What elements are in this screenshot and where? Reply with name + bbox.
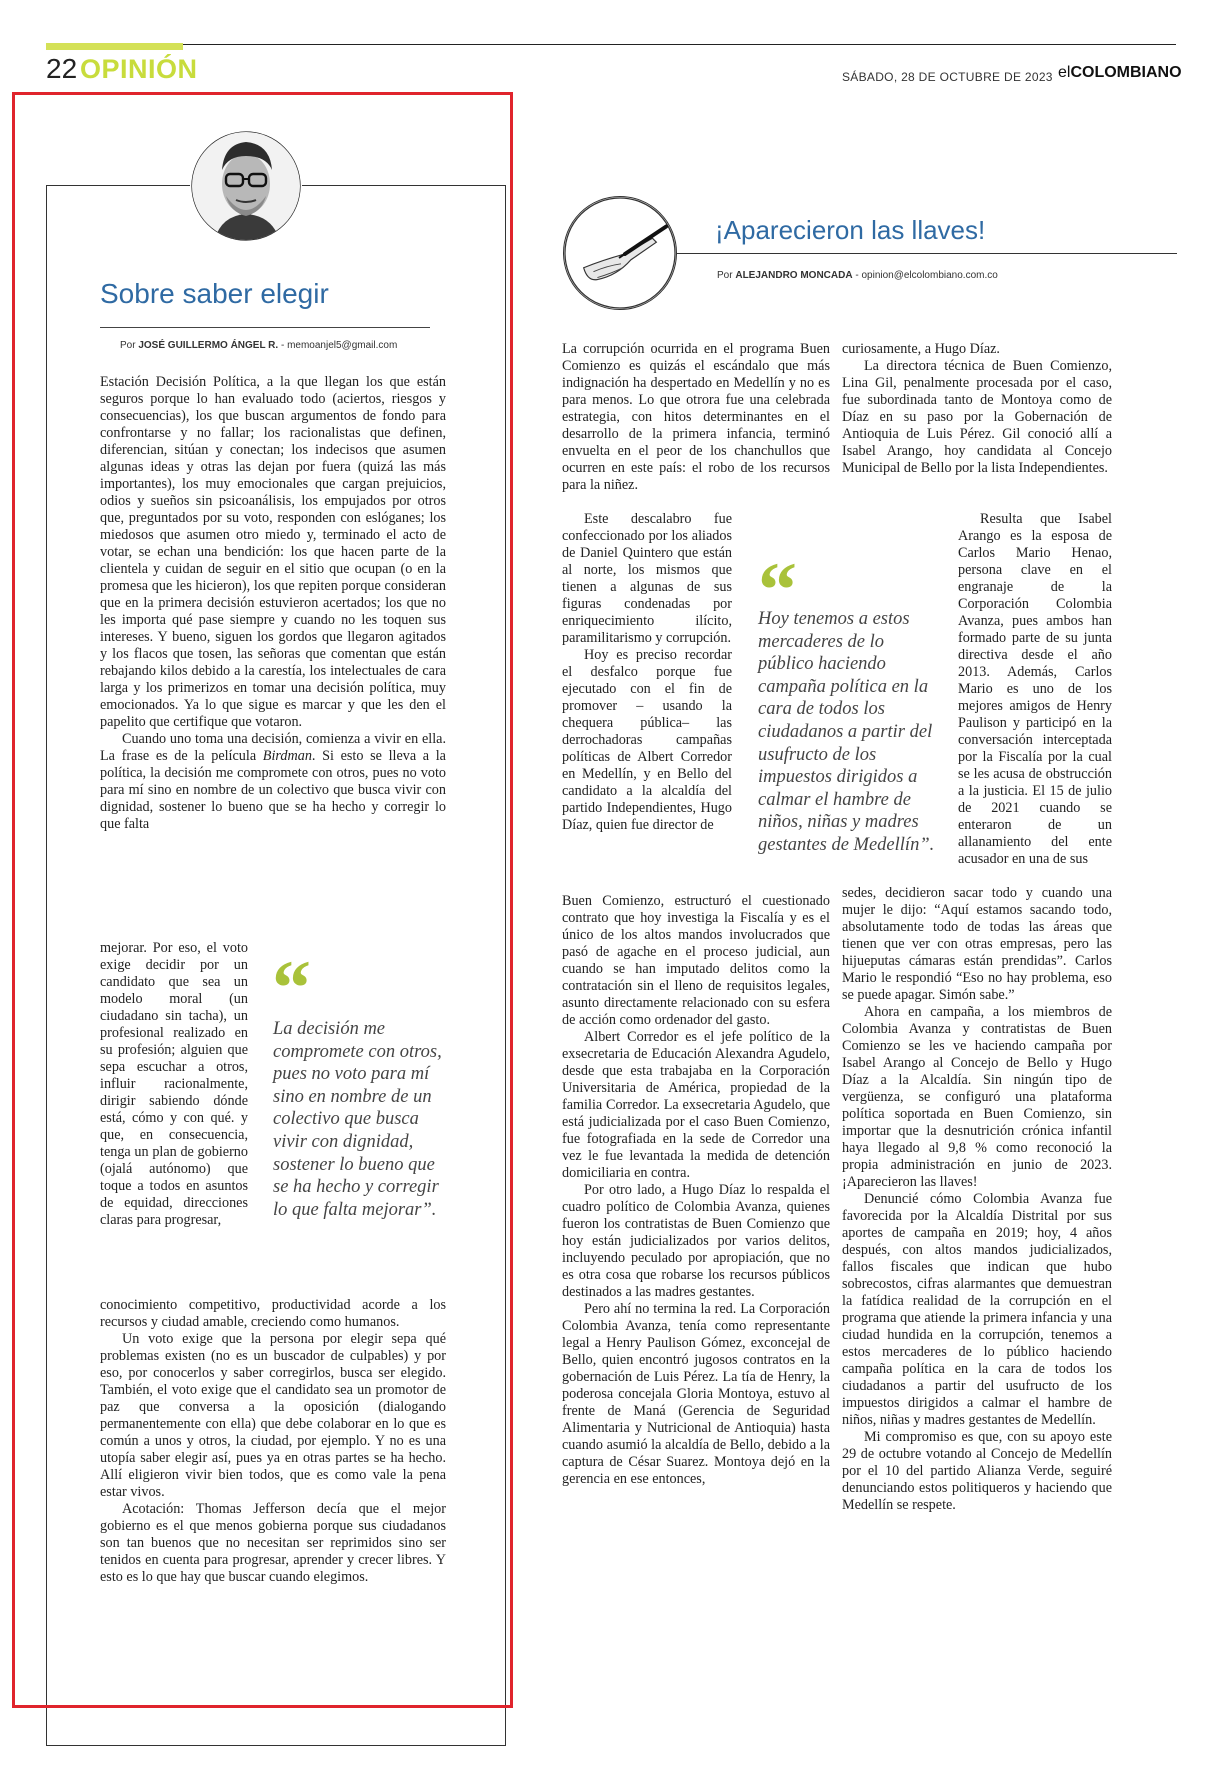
paragraph-text: . Si esto se lleva a la política, la decisión me compromete con otros, pues no voto para mí sino en nombre de un colectivo que busca vivir con dignidad, sostener lo bueno que se ha hecho y corregir lo que falta xyxy=(100,748,446,832)
paragraph: Por otro lado, a Hugo Díaz lo respalda el cuadro político de Colombia Avanza, quienes fueron los contratistas de Buen Comienzo que hoy están judicializados por varios delitos, incluyendo peculado por apropiación, que no es otra cosa que robarse los recursos públicos destinados a las madres gestantes. xyxy=(562,1182,830,1300)
section-color-bar xyxy=(46,43,183,50)
paragraph: Albert Corredor es el jefe político de la exsecretaria de Educación Alexandra Agudelo, desde que esta trabajaba en la Corporación Universitaria de América, propiedad de la familia Corredor. La exsecretaria Agudelo, que está judicializada por el caso Buen Comienzo, fue fotografiada en la sede de Corredor una vez le fue levantada la medida de detención domiciliaria en contra. xyxy=(562,1029,830,1181)
byline-por: Por xyxy=(120,340,136,351)
paragraph: Pero ahí no termina la red. La Corporación Colombia Avanza, tenía como representante legal a Henry Paulison Gómez, exconcejal de Bello, quien encontró jugosos contratos en la gobernación de Luis Pérez. La tía de Henry, la poderosa concejala Gloria Montoya, estuvo al frente de Maná (Gerencia de Seguridad Alimentaria y Nutricional de Antioquia) hasta cuando asumió la alcaldía de Bello, debido a la captura de César Suarez. Montoya dejó en la gerencia en ese entonces, xyxy=(562,1301,830,1487)
right-article-title: ¡Aparecieron las llaves! xyxy=(715,215,986,245)
right-col1-narrow xyxy=(562,511,732,834)
right-col1-bottom xyxy=(562,893,830,1488)
right-col2-top xyxy=(842,341,1112,477)
byline-email: - opinion@elcolombiano.com.co xyxy=(855,270,998,281)
paragraph: Acotación: Thomas Jefferson decía que el mejor gobierno es el que menos gobierna porque sus ciudadanos son tan buenos que no necesitan ser reprimidos sino ser tenidos en cuenta para progresar, aprender y crecer libres. Y esto es lo que hay que buscar cuando elegimos. xyxy=(100,1501,446,1585)
paragraph: sedes, decidieron sacar todo y cuando una mujer le dijo: “Aquí estamos sacando todo, absolutamente todo de todas las áreas que tienen que ver con otras empresas, pero las hijueputas cámaras están prendidas”. Carlos Mario le respondió “Eso no hay problema, eso se puede apagar. Simón sabe.” xyxy=(842,885,1112,1003)
quote-mark-icon: “ xyxy=(272,944,311,1031)
left-article-title: Sobre saber elegir xyxy=(100,278,329,309)
paragraph: Hoy es preciso recordar el desfalco porque fue ejecutado con el fin de promover – usando la chequera pública– las derrochadoras campañas políticas de Albert Corredor en Medellín, y en Bello del candidato a la alcaldía del partido Independientes, Hugo Díaz, quien fue director de xyxy=(562,647,732,833)
paragraph: mejorar. Por eso, el voto exige decidir por un candidato que sea un modelo moral (un ciudadano sin tacha), un profesional realizado en su profesión; alguien que sepa escuchar a otros, influir racionalmente, dirigir sabiendo dónde está, cómo y con qué. y que, en consecuencia, tenga un plan de gobierno (ojalá autónomo) que toque a todos en asuntos de equidad, direcciones claras para progresar, xyxy=(100,940,248,1228)
byline-author: ALEJANDRO MONCADA xyxy=(735,270,853,281)
byline-author: JOSÉ GUILLERMO ÁNGEL R. xyxy=(138,340,279,351)
header-rule xyxy=(183,44,1176,45)
pull-quote: Hoy tenemos a estos mercaderes de lo público haciendo campaña política en la cara de todos los ciudadanos a partir del usufructo de los impuestos dirigidos a calmar el hambre de niños, niñas y madres gestantes de Medellín”. xyxy=(758,609,935,855)
pull-quote: La decisión me compromete con otros, pues no voto para mí sino en nombre de un colectivo que busca vivir con dignidad, sostener lo bueno que se ha hecho y corregir lo que falta mejorar”. xyxy=(273,1019,442,1220)
paragraph: Este descalabro fue confeccionado por los aliados de Daniel Quintero que están al norte, los mismos que tienen a algunas de sus figuras condenadas por enriquecimiento ilícito, paramilitarismo y corrupción. xyxy=(562,511,732,646)
paragraph: Buen Comienzo, estructuró el cuestionado contrato que hoy investiga la Fiscalía y es el único de los altos mandos involucrados que pasó de agache en el proceso judicial, aun cuando se han imputado delitos como la contratación sin el lleno de requisitos legales, asunto directamente relacionado con su esfera de acción como ordenador del gasto. xyxy=(562,893,830,1028)
byline-email: - memoanjel5@gmail.com xyxy=(280,340,398,351)
paragraph: conocimiento competitivo, productividad acorde a los recursos y ciudad amable, creciendo como humanos. xyxy=(100,1297,446,1330)
section-title: OPINIÓN xyxy=(80,54,198,84)
film-title: Birdman xyxy=(262,748,312,764)
paragraph: Mi compromiso es que, con su apoyo este 29 de octubre votando al Concejo de Medellín por el 10 del partido Alianza Verde, seguiré denunciando estos politiqueros y haciendo que Medellín se respete. xyxy=(842,1429,1112,1513)
highlight-box xyxy=(12,92,513,1708)
right-col2-narrow xyxy=(958,511,1112,868)
page-number: 22 xyxy=(46,53,78,84)
logo-main: COLOMBIANO xyxy=(1070,64,1182,81)
paragraph: Estación Decisión Política, a la que llegan los que están seguros porque lo han evaluado todo (aciertos, riesgos y consecuencias), los que buscan argumentos de fondo para confrontarse y no fallar; los racionalistas que definen, diferencian, sitúan y conectan; los indecisos que asumen algunas ideas y otras las dejan por fuera (quizá las más importantes), los muy emocionales que cargan prejuicios, odios y sueños sin psicoanálisis, los empujados por otros que, preguntados por su voto, responden con eslóganes; los miedosos que asumen otro miedo y, terminado el acto de votar, se echan una bendición: los que hacen parte de la clientela y cuidan de seguir en el sitio que ocupan (o en la promesa que les hicieron), los que repiten porque consideran que en la primera decisión estuvieron acertados; los que no les importa qué pase siempre y cuando no les toquen sus intereses. Y bueno, siguen los gordos que llegaron agitados y los flacos que tosen, las señoras que comentan que están rebajando kilos debido a la carestía, los intelectuales de cara larga y los primerizos en tomar una decisión política, muy emocionados. Ya lo que sigue es marcar y que les den el papelito que certifique que votaron. xyxy=(100,374,446,730)
right-col1-top xyxy=(562,341,830,494)
paragraph: curiosamente, a Hugo Díaz. xyxy=(842,341,1000,357)
right-header-rule xyxy=(677,253,1177,254)
paragraph: La directora técnica de Buen Comienzo, Lina Gil, penalmente procesada por el caso, fue subordinada tanto de Montoya como de Díaz en su paso por la Gobernación de Antioquia de Luis Pérez. Gil conoció allí a Isabel Arango, hoy candidata al Concejo Municipal de Bello por la lista Independientes. xyxy=(842,358,1112,476)
pen-hand-icon xyxy=(563,196,677,310)
paragraph: Un voto exige que la persona por elegir sepa qué problemas existen (no es un buscador de culpables) y por eso, por conocerlos y saber corregirlos, busca ser elegido. También, el voto exige que el candidato sea un promotor de paz que conversa a la oposición (dialogando permanentemente con ella) que debe colaborar en lo que es común a unos y otros, la ciudad, por ejemplo. Y no es una utopía saber elegir así, pues ya en otras partes se ha hecho. Allí eligieron vivir bien todos, que es como vale la pena estar vivos. xyxy=(100,1331,446,1500)
paragraph-text: Cuando uno toma una decisión, comienza a vivir en ella. La frase es de la película xyxy=(100,731,446,764)
right-col2-bottom xyxy=(842,885,1112,1514)
issue-date: SÁBADO, 28 DE OCTUBRE DE 2023 xyxy=(842,70,1053,84)
paragraph: Denuncié cómo Colombia Avanza fue favorecida por la Alcaldía Distrital por sus aportes de campaña en 2019; hoy, 4 años después, con altos mandos judicializados, fallos fiscales que indican que hubo sobrecostos, cifras alarmantes que demuestran la fatídica realidad de la corrupción en el programa que atiende la primera infancia y una ciudad hundida en la corrupción, tenemos a estos mercaderes de lo público haciendo campaña política en la cara de todos los ciudadanos a partir del usufructo de los impuestos dirigidos a calmar el hambre de niños, niñas y madres gestantes de Medellín. xyxy=(842,1191,1112,1428)
newspaper-logo xyxy=(1058,64,1182,82)
byline-por: Por xyxy=(717,270,733,281)
paragraph: La corrupción ocurrida en el programa Buen Comienzo es quizás el escándalo que más indignación ha despertado en Medellín y no es para menos. Lo que otrora fue una celebrada estrategia, con hitos determinantes en el desarrollo de la primera infancia, terminó envuelta en el peor de los chanchullos que ocurren en este país: el robo de los recursos para la niñez. xyxy=(562,341,830,493)
paragraph: Ahora en campaña, a los miembros de Colombia Avanza y contratistas de Buen Comienzo se les ve haciendo campaña por Isabel Arango al Concejo de Bello y Hugo Díaz a la Alcaldía. Sin ningún tipo de vergüenza, se configuró una plataforma política soportada en Buen Comienzo, sin importar que la desnutrición crónica infantil haya llegado al 9,8 % como reconoció la propia administración en junio de 2023. ¡Aparecieron las llaves! xyxy=(842,1004,1112,1190)
paragraph: Resulta que Isabel Arango es la esposa de Carlos Mario Henao, persona clave en el engranaje de la Corporación Colombia Avanza, pues ambos han formado parte de su junta directiva desde el año 2013. Además, Carlos Mario es uno de los mejores amigos de Henry Paulison y participó en la conversación interceptada por la Fiscalía por la cual se les acusa de obstrucción a la justicia. El 15 de julio de 2021 cuando se enteraron de un allanamiento del ente acusador en una de sus xyxy=(958,511,1112,867)
right-article-byline xyxy=(717,270,998,281)
logo-prefix: el xyxy=(1058,64,1071,81)
quote-mark-icon: “ xyxy=(758,546,797,633)
